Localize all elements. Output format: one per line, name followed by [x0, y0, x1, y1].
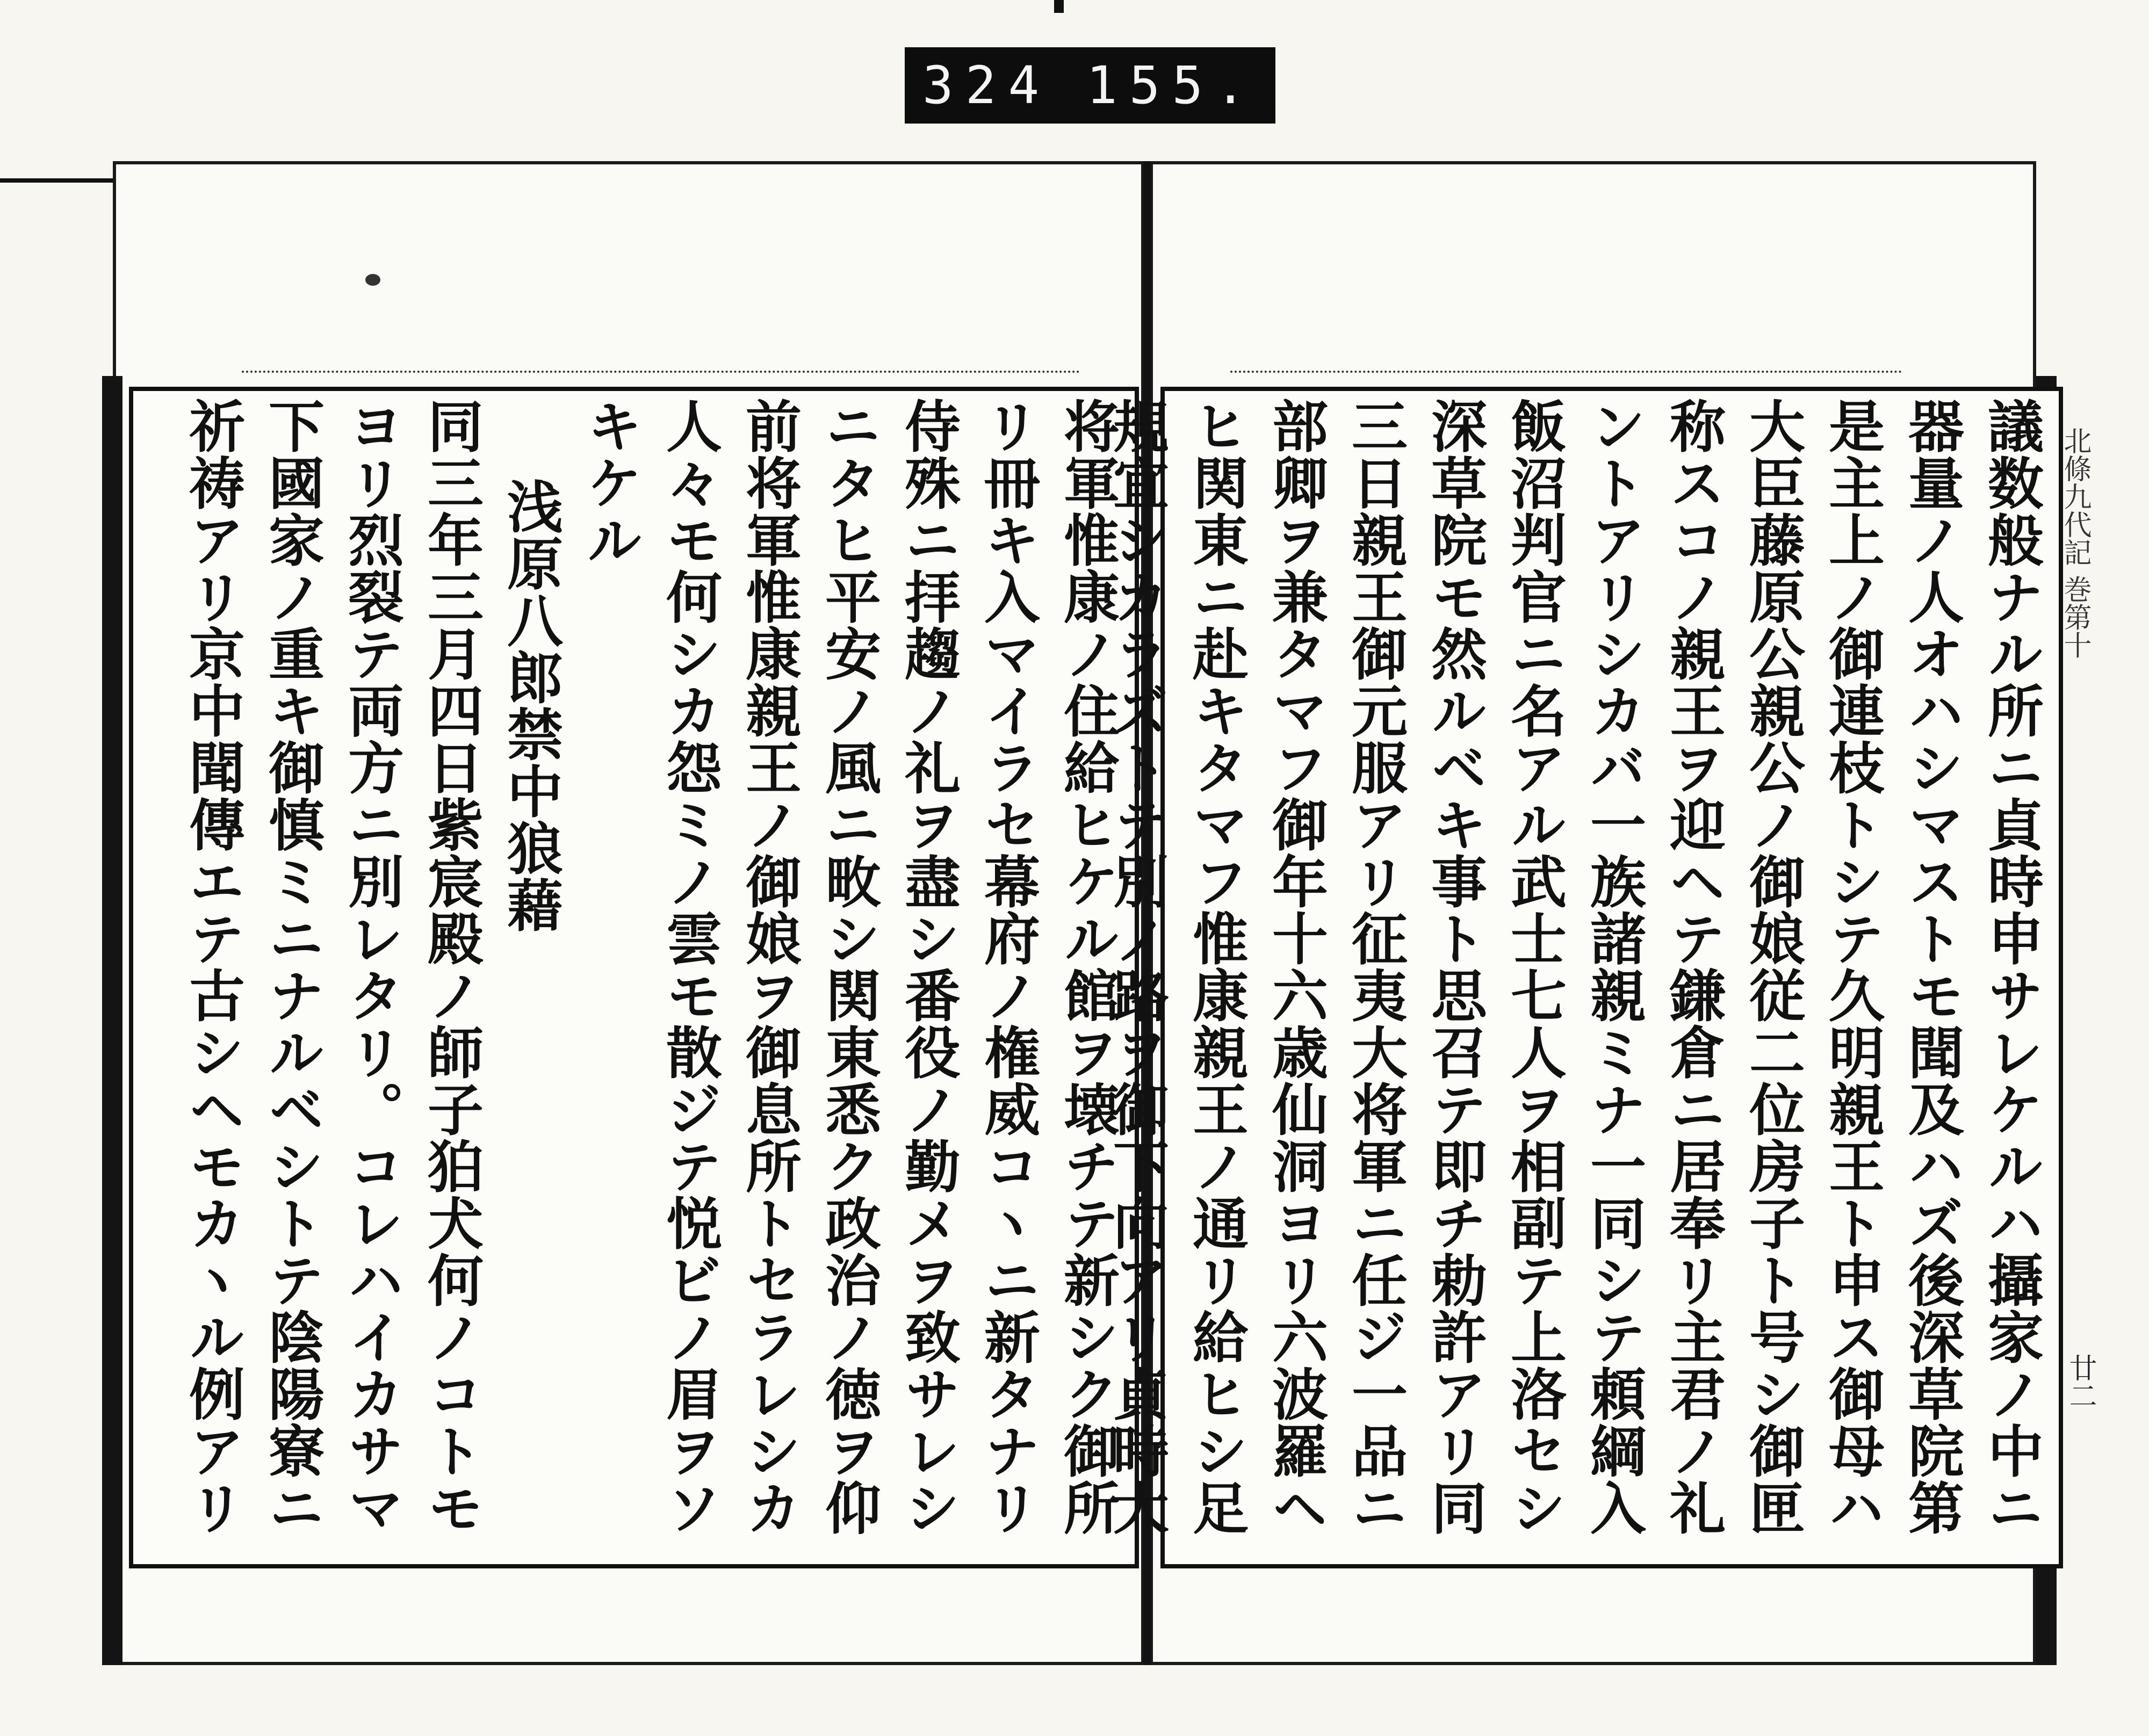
left-text-column: リ冊キ入マイラセ幕府ノ権威コヽニ新タナリ [975, 397, 1041, 1536]
left-text-column: 下國家ノ重キ御慎ミニナルベシトテ陰陽寮ニ [259, 397, 325, 1536]
right-text-column: ヒ関東ニ赴キタマフ惟康親王ノ通リ給ヒシ足 [1183, 397, 1249, 1536]
stamp-right-number: 155. [1086, 55, 1258, 115]
right-text-column: 飯沼判官ニ名アル武士七人ヲ相副テ上洛セシ [1501, 397, 1567, 1536]
left-text-column: キケル [577, 397, 643, 568]
page-number-stamp [905, 47, 1275, 124]
right-text-columns [1100, 397, 2054, 1563]
running-head: 北條九代記 巻第十 [2059, 426, 2091, 659]
left-text-column: 侍殊ニ拝趨ノ礼ヲ盡シ番役ノ勤メヲ致サレシ [895, 397, 961, 1536]
stamp-left-number: 324 [922, 55, 1051, 115]
open-book [81, 161, 2096, 1665]
left-header-strip [242, 371, 1080, 387]
right-text-column: 称スコノ親王ヲ迎ヘテ鎌倉ニ居奉リ主君ノ礼 [1660, 397, 1726, 1536]
left-text-column: 同三年三月四日紫宸殿ノ師子狛犬何ノコトモ [418, 397, 484, 1536]
right-text-column: 是主上ノ御連枝トシテ久明親王ト申ス御母ハ [1819, 397, 1885, 1536]
right-text-column: 深草院モ然ルベキ事ト思召テ即チ勅許アリ同 [1422, 397, 1488, 1536]
left-text-columns [176, 397, 1130, 1563]
right-text-column: 大臣藤原公親公ノ御娘従二位房子ト号シ御匣 [1740, 397, 1806, 1536]
left-text-column: 祈祷アリ京中聞傳エテ古シヘモカヽル例アリ [179, 397, 246, 1536]
left-page-edge [102, 376, 122, 1665]
section-heading-column: 浅原八郎禁中狼藉 [497, 478, 564, 934]
right-text-column: 部卿ヲ兼タマフ御年十六歳仙洞ヨリ六波羅ヘ [1263, 397, 1329, 1536]
right-text-column: 器量ノ人オハシマストモ聞及ハズ後深草院第 [1899, 397, 1965, 1536]
left-text-column: 将軍惟康ノ住給ヒケル館ヲ壊チテ新シク御所 [1054, 397, 1120, 1536]
left-text-column: ニタヒ平安ノ風ニ畋シ関東悉ク政治ノ徳ヲ仰 [816, 397, 882, 1536]
right-header-strip [1230, 371, 1902, 387]
right-text-column: ントアリシカバ一族諸親ミナ一同シテ頼綱入 [1581, 397, 1647, 1536]
folio-number: 廿二 [2064, 1354, 2096, 1409]
left-text-column: ヨリ烈裂テ両方ニ別レタリ。コレハイカサマ [338, 397, 405, 1536]
ink-speck [365, 274, 380, 286]
right-text-column: 議数般ナル所ニ貞時申サレケルハ攝家ノ中ニ [1978, 397, 2044, 1536]
left-text-column: 前将軍惟康親王ノ御娘ヲ御息所トセラレシカ [736, 397, 802, 1536]
right-text-column: 三日親王御元服アリ征夷大将軍ニ任ジ一品ニ [1342, 397, 1408, 1536]
left-text-column: 人々モ何シカ怨ミノ雲モ散ジテ悦ビノ眉ヲソ [657, 397, 723, 1536]
left-text-frame [129, 387, 1139, 1568]
right-text-frame [1104, 387, 2063, 1568]
top-spine-mark [1054, 0, 1064, 13]
right-text-column: 規宜シカラズトテ別ノ路ヲ御下向アリ貞時大 [1104, 397, 1170, 1536]
